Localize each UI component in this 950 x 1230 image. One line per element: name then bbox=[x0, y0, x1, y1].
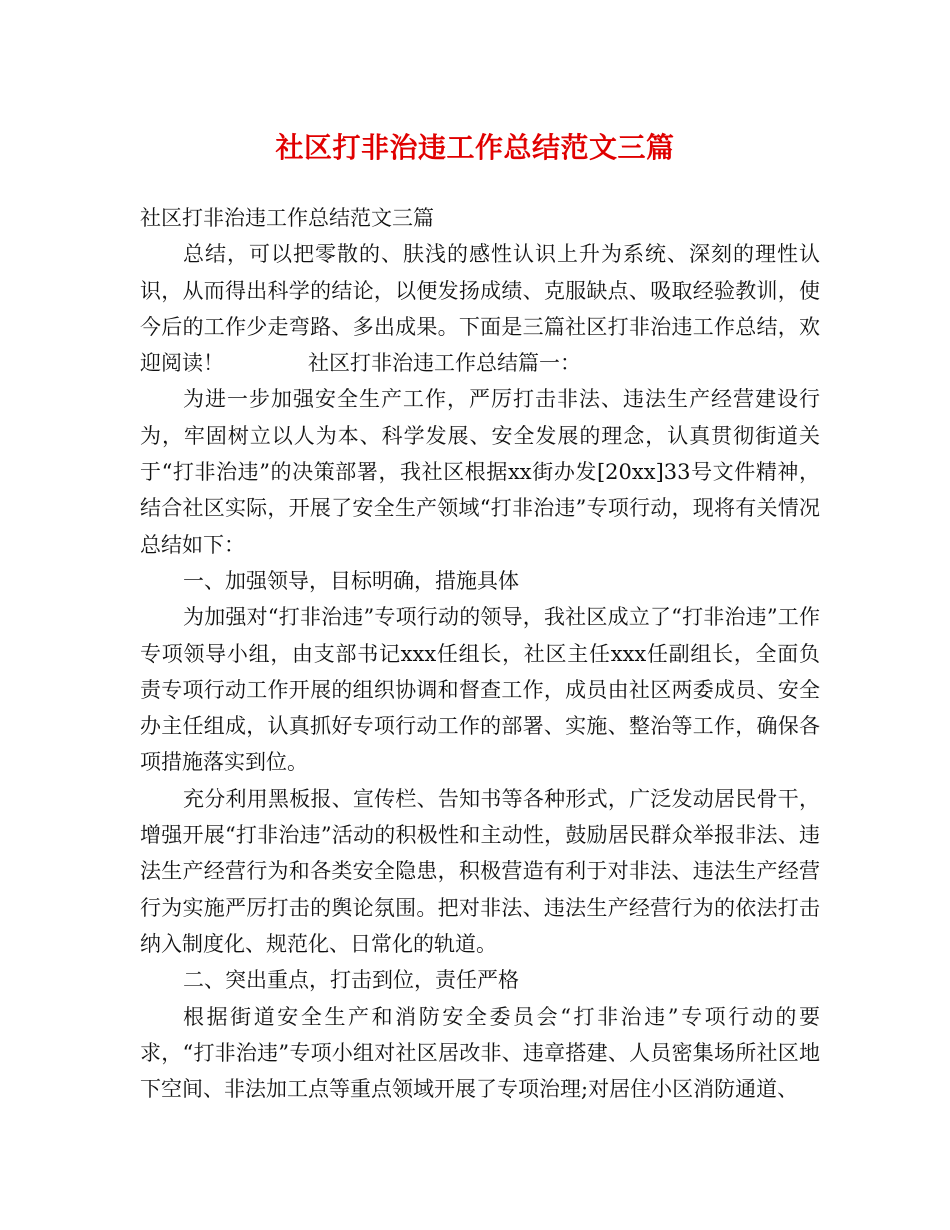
paragraph-intro: 总结，可以把零散的、肤浅的感性认识上升为系统、深刻的理性认识，从而得出科学的结论，以便发扬成绩、克服缺点、吸取经验教训，使今后的工作少走弯路、多出成果。下面是三篇社区打非治违工作总结，欢迎阅读！ 社区打非治违工作总结篇一： bbox=[140, 242, 820, 376]
section-heading-1: 一、加强领导，目标明确，措施具体 bbox=[183, 568, 519, 593]
paragraph-focus: 根据街道安全生产和消防安全委员会“打非治违”专项行动的要求，“打非治违”专项小组对社区居改非、违章搭建、人员密集场所社区地下空间、非法加工点等重点领域开展了专项治理;对居住小区消防通道、 bbox=[140, 1004, 820, 1102]
document-body bbox=[140, 200, 820, 1107]
section-heading-2: 二、突出重点，打击到位，责任严格 bbox=[183, 968, 519, 993]
paragraph-purpose: 为进一步加强安全生产工作，严厉打击非法、违法生产经营建设行为，牢固树立以人为本、科学发展、安全发展的理念，认真贯彻街道关于“打非治违”的决策部署，我社区根据xx街办发[20xx]33号文件精神，结合社区实际，开展了安全生产领域“打非治违”专项行动，现将有关情况总结如下： bbox=[140, 387, 820, 557]
paragraph-subtitle: 社区打非治违工作总结范文三篇 bbox=[140, 206, 434, 230]
document-title: 社区打非治违工作总结范文三篇 bbox=[275, 131, 675, 164]
paragraph-leadership: 为加强对“打非治违”专项行动的领导，我社区成立了“打非治违”工作专项领导小组，由支部书记xxx任组长，社区主任xxx任副组长，全面负责专项行动工作开展的组织协调和督查工作，成员由社区两委成员、安全办主任组成，认真抓好专项行动工作的部署、实施、整治等工作，确保各项措施落实到位。 bbox=[140, 605, 820, 775]
paragraph-publicity: 充分利用黑板报、宣传栏、告知书等各种形式，广泛发动居民骨干，增强开展“打非治违”活动的积极性和主动性，鼓励居民群众举报非法、违法生产经营行为和各类安全隐患，积极营造有利于对非法、违法生产经营行为实施严厉打击的舆论氛围。把对非法、违法生产经营行为的依法打击纳入制度化、规范化、日常化的轨道。 bbox=[140, 786, 820, 956]
